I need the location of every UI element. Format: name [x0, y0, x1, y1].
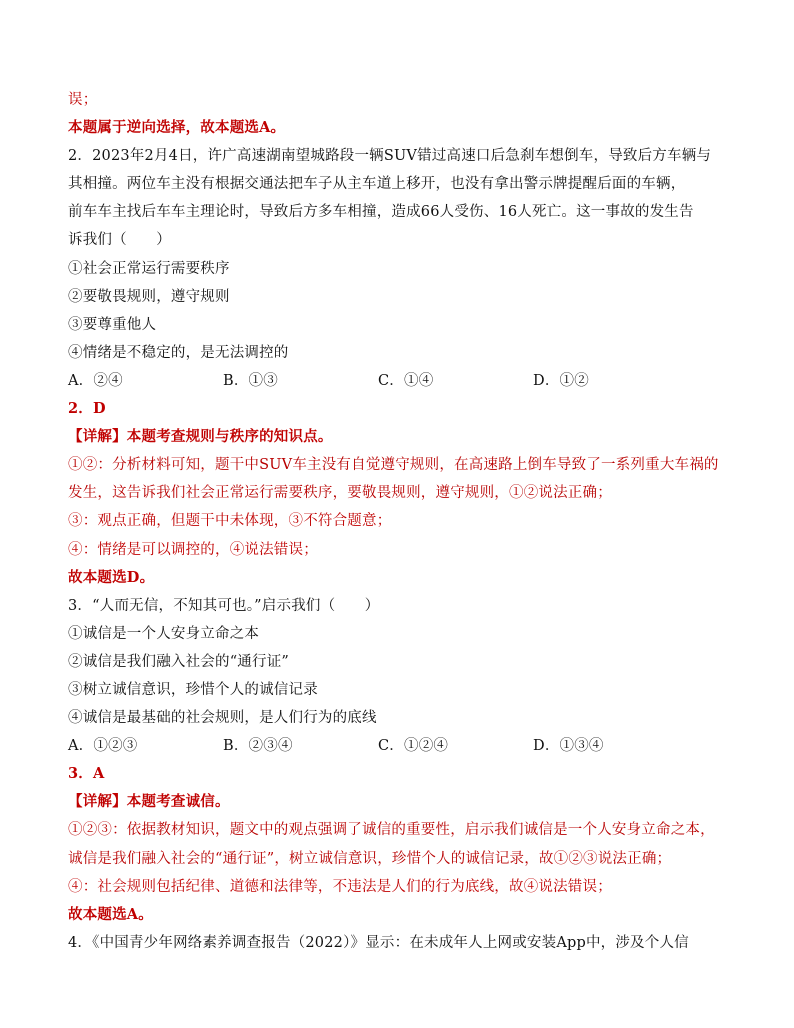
- text-line: ③：观点正确，但题干中未体现，③不符合题意；: [68, 513, 392, 530]
- text-line: 2．D: [68, 400, 106, 418]
- option-b: B．②③④: [223, 738, 293, 755]
- text-line: 其相撞。两位车主没有根据交通法把车子从主车道上移开，也没有拿出警示牌提醒后面的车辆，: [68, 176, 686, 193]
- text-line: 故本题选D。: [68, 568, 155, 586]
- text-line: 发生，这告诉我们社会正常运行需要秩序，要敬畏规则，遵守规则，①②说法正确；: [68, 485, 612, 502]
- option-c: C．①②④: [378, 738, 449, 755]
- text-line: 误；: [68, 92, 98, 108]
- text-line: 3．A: [68, 765, 105, 783]
- text-line: ①②③：依据教材知识，题文中的观点强调了诚信的重要性，启示我们诚信是一个人安身立命之本，: [68, 822, 715, 839]
- text-line: ①社会正常运行需要秩序: [68, 260, 230, 277]
- text-line: 2．2023年2月4日，许广高速湖南望城路段一辆SUV错过高速口后急刹车想倒车，导致后方车辆与: [68, 148, 712, 165]
- question-3-options: [68, 732, 728, 760]
- text-line: ①②：分析材料可知，题干中SUV车主没有自觉遵守规则，在高速路上倒车导致了一系列重大车祸的: [68, 457, 719, 474]
- text-line: 4．《中国青少年网络素养调查报告（2022）》显示：在未成年人上网或安装App中，涉及个人信: [68, 934, 689, 951]
- answer-2-and-question-3-block: [68, 395, 728, 732]
- text-line: 前车车主找后车车主理论时，导致后方多车相撞，造成66人受伤、16人死亡。这一事故的发生告: [68, 204, 694, 221]
- text-line: ④：情绪是可以调控的，④说法错误；: [68, 541, 318, 558]
- option-c: C．①④: [378, 372, 434, 389]
- option-a: A．①②③: [68, 738, 138, 755]
- text-line: 本题属于逆向选择，故本题选A。: [68, 119, 286, 137]
- text-line: ④诚信是最基础的社会规则，是人们行为的底线: [68, 710, 377, 727]
- text-line: ①诚信是一个人安身立命之本: [68, 625, 260, 642]
- text-line: ④：社会规则包括纪律、道德和法律等，不违法是人们的行为底线，故④说法错误；: [68, 878, 612, 895]
- document-page: [68, 86, 728, 957]
- option-d: D．①③④: [533, 738, 604, 755]
- question-2-options: [68, 367, 728, 395]
- option-a: A．②④: [68, 372, 123, 389]
- text-line: ③树立诚信意识，珍惜个人的诚信记录: [68, 681, 318, 698]
- text-line: ②要敬畏规则，遵守规则: [68, 288, 230, 305]
- text-line: 诉我们（ ）: [68, 232, 171, 249]
- text-line: ③要尊重他人: [68, 316, 157, 333]
- text-line: ④情绪是不稳定的，是无法调控的: [68, 344, 289, 361]
- text-line: 诚信是我们融入社会的“通行证”，树立诚信意识，珍惜个人的诚信记录，故①②③说法正确；: [68, 850, 672, 867]
- text-line: 【详解】本题考查规则与秩序的知识点。: [68, 428, 333, 446]
- text-line: ②诚信是我们融入社会的“通行证”: [68, 653, 290, 670]
- answer-3-and-question-4-block: [68, 760, 728, 957]
- text-line: 【详解】本题考查诚信。: [68, 793, 230, 811]
- text-line: 3．“人而无信，不知其可也。”启示我们（ ）: [68, 597, 380, 614]
- question-2-block: [68, 86, 728, 367]
- option-b: B．①③: [223, 372, 278, 389]
- text-line: 故本题选A。: [68, 905, 153, 923]
- option-d: D．①②: [533, 372, 589, 389]
